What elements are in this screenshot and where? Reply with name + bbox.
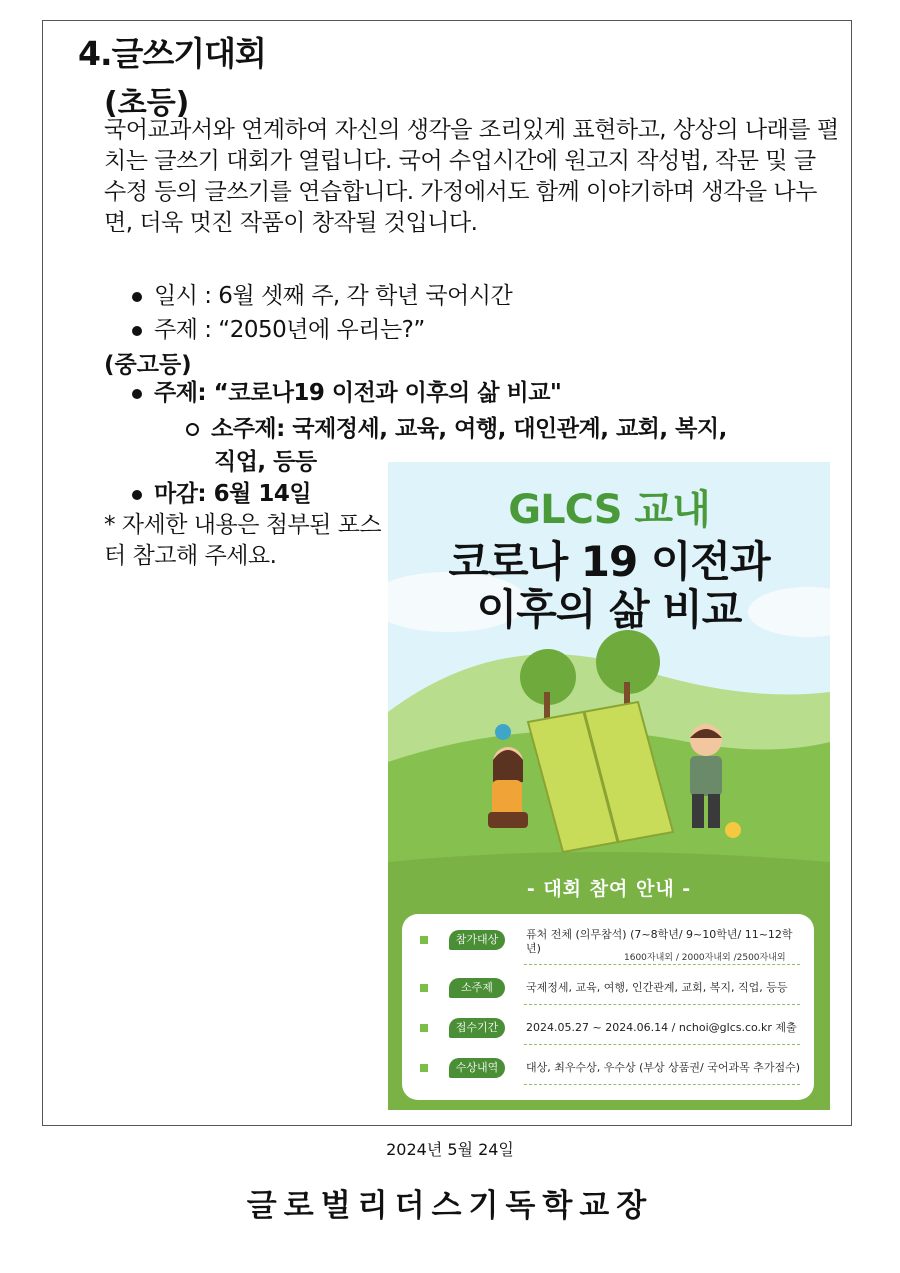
bullet-schedule: [132, 281, 512, 312]
bullet-deadline: [132, 479, 311, 510]
subtopic-line1: 소주제: 국제정세, 교육, 여행, 대인관계, 교회, 복지,: [211, 416, 727, 442]
contest-poster: [388, 462, 830, 1110]
poster-title-line1: 코로나 19 이전과: [448, 537, 770, 586]
attachment-note: * 자세한 내용은 첨부된 포스터 참고해 주세요.: [104, 512, 382, 569]
info-value: 퓨처 전체 (의무참석) (7~8학년/ 9~10학년/ 11~12학년): [526, 928, 793, 955]
intro-paragraph: 국어교과서와 연계하여 자신의 생각을 조리있게 표현하고, 상상의 나래를 펼치는 글쓰기 대회가 열립니다. 국어 수업시간에 원고지 작성법, 작문 및 글 수정 등의 글쓰기를 연습합니다. 가정에서도 함께 이야기하며 생각을 나누면, 더욱 멋진 작품이 창작될 것입니다.: [104, 117, 839, 236]
info-row-participants: [402, 924, 814, 963]
bullet-dot-icon: [132, 292, 142, 302]
info-detail: 1600자내외 / 2000자내외 /2500자내외: [624, 953, 786, 963]
bullet-square-icon: [420, 1024, 428, 1032]
bullet-square-icon: [420, 984, 428, 992]
dashed-divider: [524, 1044, 800, 1045]
elementary-label: (초등): [104, 86, 190, 121]
info-row-period: [402, 1012, 814, 1048]
info-row-subtopic: [402, 972, 814, 1008]
info-value: 2024.05.27 ~ 2024.06.14 / nchoi@glcs.co.kr 제출: [526, 1021, 797, 1034]
info-label: 접수기간: [449, 1018, 505, 1038]
bullet-dot-icon: [132, 389, 142, 399]
section-heading: 4.글쓰기대회: [78, 34, 266, 73]
principal-signature: 글로벌리더스기독학교장: [246, 1188, 654, 1224]
dashed-divider: [524, 1084, 800, 1085]
dashed-divider: [524, 964, 800, 965]
document-date: 2024년 5월 24일: [386, 1140, 514, 1159]
girl-body: [492, 780, 522, 816]
dashed-divider: [524, 1004, 800, 1005]
bullet-topic-text: 주제 : “2050년에 우리는?”: [154, 317, 425, 343]
poster-info-card: [402, 914, 814, 1100]
bullet-secondary-topic: [132, 378, 561, 409]
bullet-dot-icon: [132, 326, 142, 336]
poster-brand: GLCS 교내: [508, 487, 710, 533]
info-row-awards: [402, 1052, 814, 1088]
bird-shape: [495, 724, 511, 740]
chick-shape: [725, 822, 741, 838]
ring-bullet-icon: [186, 423, 199, 436]
secondary-topic-text: 주제: “코로나19 이전과 이후의 삶 비교": [154, 380, 562, 406]
subtopic-line2: 직업, 등등: [214, 449, 317, 475]
bullet-schedule-text: 일시 : 6월 셋째 주, 각 학년 국어시간: [154, 283, 513, 309]
info-label: 소주제: [449, 978, 505, 998]
boy-leg: [692, 794, 704, 828]
poster-title: [388, 538, 830, 634]
info-label: 참가대상: [449, 930, 505, 950]
info-value: 대상, 최우수상, 우수상 (부상 상품권/ 국어과목 추가점수): [526, 1061, 801, 1074]
secondary-label: (중고등): [104, 352, 192, 378]
bullet-topic: [132, 315, 425, 346]
boy-leg: [708, 794, 720, 828]
bullet-square-icon: [420, 1064, 428, 1072]
deadline-text: 마감: 6월 14일: [154, 481, 312, 507]
girl-skirt: [488, 812, 528, 828]
bullet-square-icon: [420, 936, 428, 944]
poster-guide: - 대회 참여 안내 -: [526, 878, 692, 900]
boy-body: [690, 756, 722, 796]
bullet-dot-icon: [132, 490, 142, 500]
info-label: 수상내역: [449, 1058, 505, 1078]
boy-head: [690, 724, 722, 756]
info-value: 국제정세, 교육, 여행, 인간관계, 교회, 복지, 직업, 등등: [526, 981, 788, 994]
poster-title-line2: 이후의 삶 비교: [476, 585, 742, 634]
